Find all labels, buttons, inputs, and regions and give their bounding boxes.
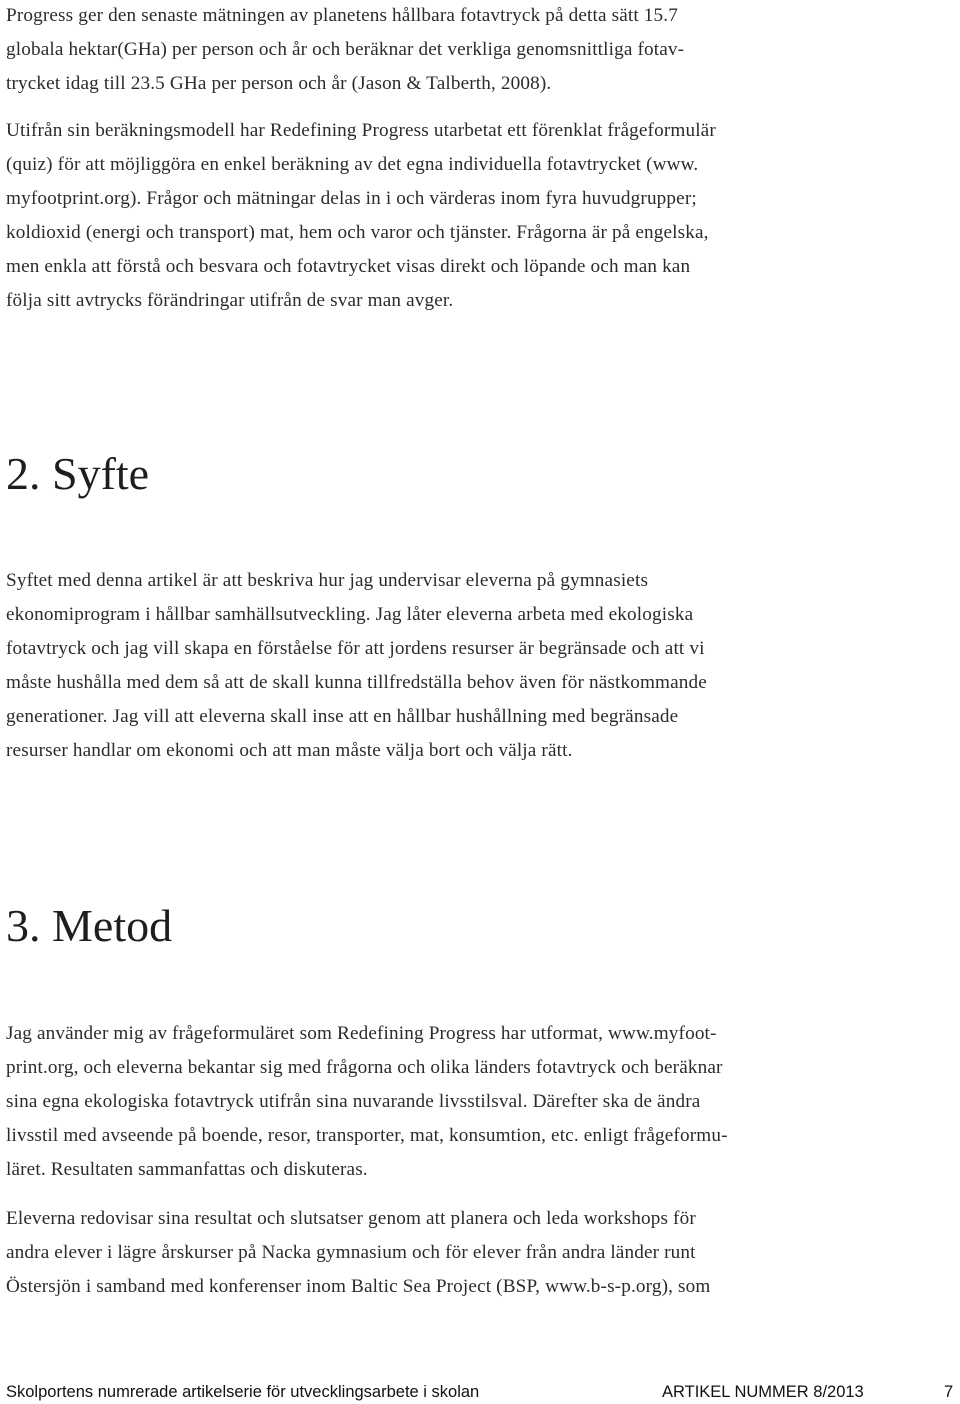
page-number: 7 <box>944 1383 954 1401</box>
text-line: Jag använder mig av frågeformuläret som Redefining Progress har utformat, www.myfoot- <box>6 1023 717 1044</box>
text-line: Syftet med denna artikel är att beskriva hur jag undervisar eleverna på gymnasiets <box>6 570 649 591</box>
text-line: följa sitt avtrycks förändringar utifrån de svar man avger. <box>6 290 454 311</box>
text-line: (quiz) för att möjliggöra en enkel beräkning av det egna individuella fotavtrycket (www. <box>6 154 699 175</box>
section-heading-metod: 3. Metod <box>6 900 173 951</box>
text-line: Östersjön i samband med konferenser inom Baltic Sea Project (BSP, www.b-s-p.org), som <box>6 1276 711 1297</box>
text-line: sina egna ekologiska fotavtryck utifrån sina nuvarande livsstilsval. Därefter ska de ändra <box>6 1091 701 1112</box>
footer-series-title: Skolportens numrerade artikelserie för utvecklingsarbete i skolan <box>6 1383 480 1401</box>
text-line: Eleverna redovisar sina resultat och slutsatser genom att planera och leda workshops för <box>6 1208 696 1229</box>
text-line: läret. Resultaten sammanfattas och diskuteras. <box>6 1159 368 1180</box>
text-line: print.org, och eleverna bekantar sig med frågorna och olika länders fotavtryck och beräknar <box>6 1057 723 1078</box>
text-line: måste hushålla med dem så att de skall kunna tillfredställa behov även för nästkommande <box>6 672 707 693</box>
text-line: ekonomiprogram i hållbar samhällsutveckling. Jag låter eleverna arbeta med ekologiska <box>6 604 694 625</box>
text-line: globala hektar(GHa) per person och år och beräknar det verkliga genomsnittliga fotav- <box>6 39 685 60</box>
footer-article-number: ARTIKEL NUMMER 8/2013 <box>662 1383 864 1401</box>
text-line: men enkla att förstå och besvara och fotavtrycket visas direkt och löpande och man kan <box>6 256 691 277</box>
page-footer <box>0 1380 960 1404</box>
text-line: koldioxid (energi och transport) mat, hem och varor och tjänster. Frågorna är på engelska, <box>6 222 709 243</box>
text-line: resurser handlar om ekonomi och att man måste välja bort och välja rätt. <box>6 740 573 761</box>
intro-paragraph <box>6 0 951 101</box>
metod-paragraph-2 <box>6 1202 951 1304</box>
quiz-paragraph <box>6 114 951 318</box>
text-line: trycket idag till 23.5 GHa per person och år (Jason & Talberth, 2008). <box>6 73 552 94</box>
text-line: fotavtryck och jag vill skapa en förståelse för att jordens resurser är begränsade och att vi <box>6 638 705 659</box>
metod-paragraph-1 <box>6 1017 951 1187</box>
section-heading-syfte: 2. Syfte <box>6 448 150 499</box>
text-line: livsstil med avseende på boende, resor, transporter, mat, konsumtion, etc. enligt frågeformu- <box>6 1125 728 1146</box>
syfte-paragraph <box>6 564 951 768</box>
text-line: Progress ger den senaste mätningen av planetens hållbara fotavtryck på detta sätt 15.7 <box>6 5 678 26</box>
text-line: Utifrån sin beräkningsmodell har Redefining Progress utarbetat ett förenklat frågeformulär <box>6 120 716 141</box>
text-line: myfootprint.org). Frågor och mätningar delas in i och värderas inom fyra huvudgrupper; <box>6 188 697 209</box>
text-line: andra elever i lägre årskurser på Nacka gymnasium och för elever från andra länder runt <box>6 1242 696 1263</box>
text-line: generationer. Jag vill att eleverna skall inse att en hållbar hushållning med begränsade <box>6 706 679 727</box>
